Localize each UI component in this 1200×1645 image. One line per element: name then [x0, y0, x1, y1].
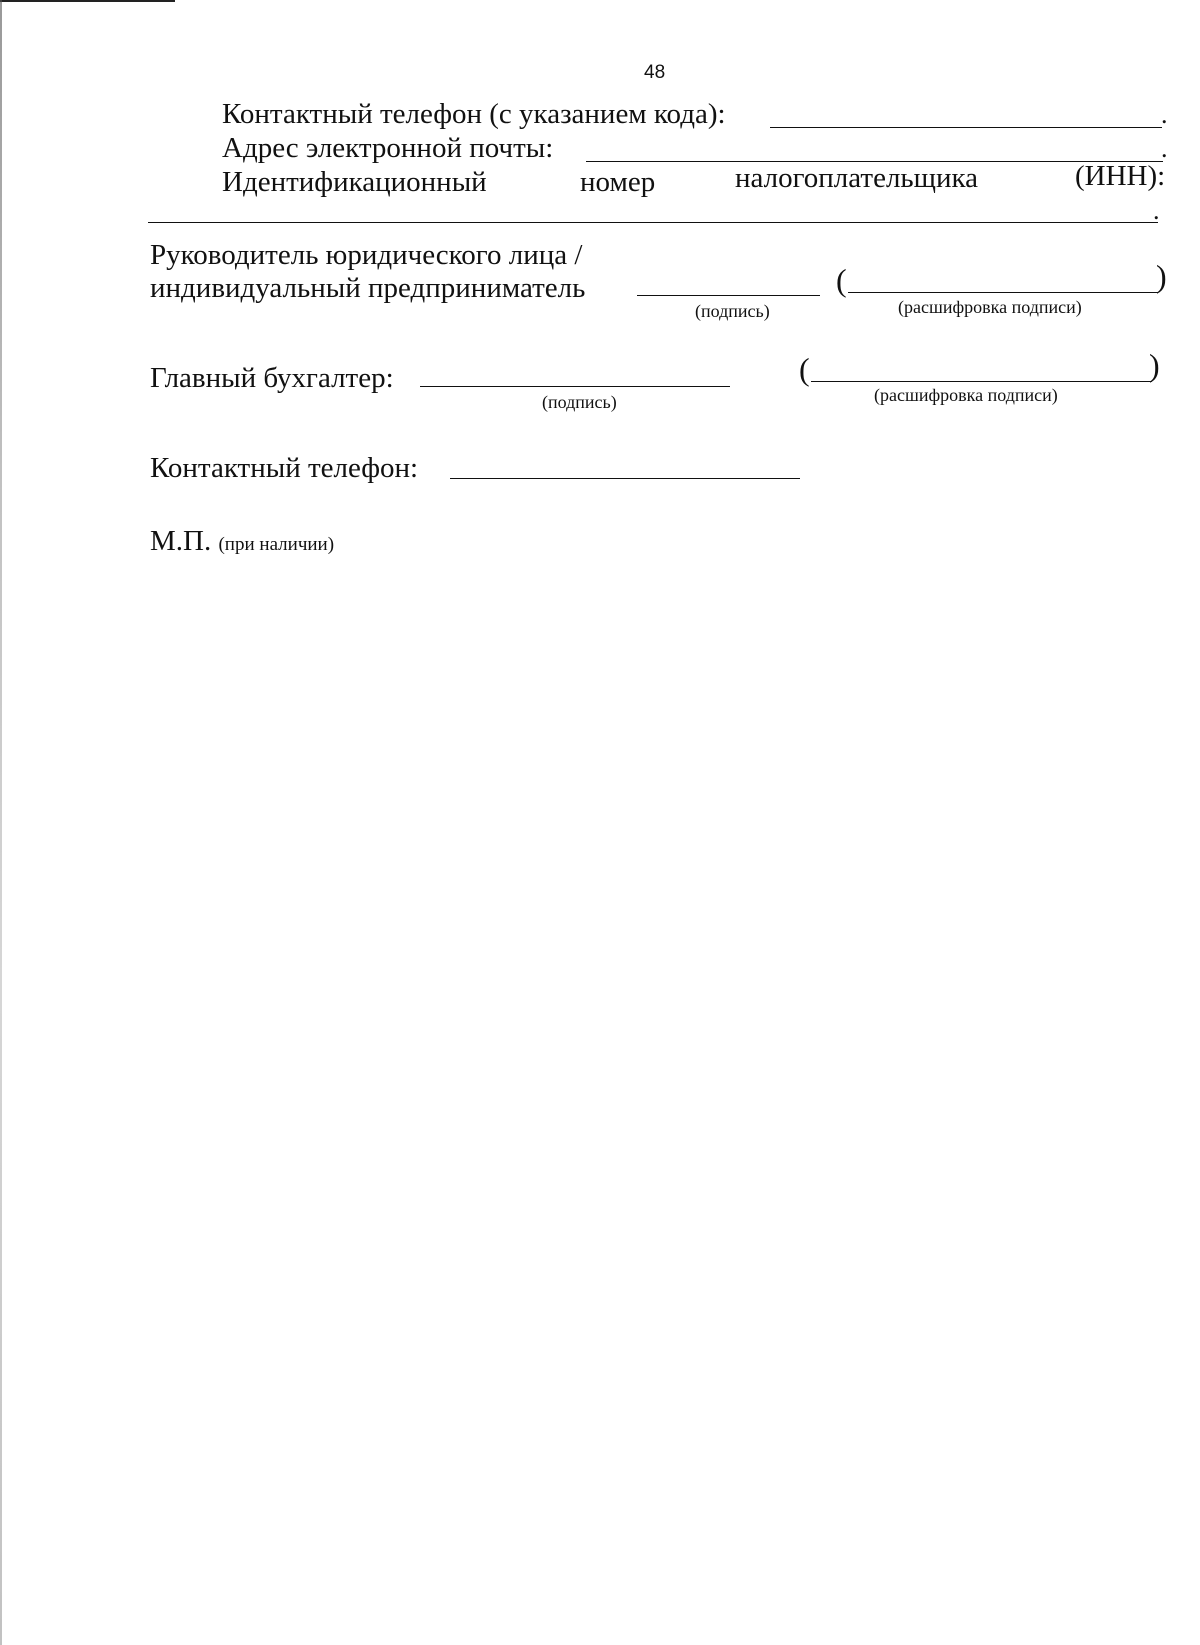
stamp-note: (при наличии) [218, 534, 335, 555]
inn-field[interactable] [148, 222, 1158, 223]
head-decode-close-paren: ) [1156, 258, 1167, 294]
head-decode-caption: (расшифровка подписи) [898, 297, 1082, 317]
head-decode-field[interactable] [848, 292, 1158, 293]
inn-label-word-3: налогоплательщика [735, 162, 979, 194]
scan-edge-left [0, 0, 2, 1645]
page-number: 48 [644, 62, 666, 83]
inn-end-mark: . [1153, 196, 1160, 225]
head-signature-caption: (подпись) [695, 301, 770, 321]
head-label-line-2: индивидуальный предприниматель [150, 272, 586, 304]
phone-with-code-field[interactable] [770, 127, 1162, 128]
inn-label-word-2: номер [580, 166, 656, 198]
accountant-decode-open-paren: ( [799, 351, 810, 387]
scan-edge-top [0, 0, 175, 2]
contact-phone-label: Контактный телефон: [150, 452, 419, 484]
accountant-signature-field[interactable] [420, 386, 730, 387]
inn-label-word-4: (ИНН): [1075, 160, 1166, 192]
accountant-decode-field[interactable] [811, 381, 1152, 382]
accountant-signature-caption: (подпись) [542, 392, 617, 412]
head-label-line-1: Руководитель юридического лица / [150, 239, 583, 271]
head-signature-field[interactable] [637, 295, 820, 296]
accountant-decode-caption: (расшифровка подписи) [874, 385, 1058, 405]
email-end-mark: . [1161, 134, 1168, 163]
accountant-decode-close-paren: ) [1149, 347, 1160, 383]
phone-with-code-end-mark: . [1161, 100, 1168, 129]
stamp-label-line [150, 525, 334, 558]
phone-with-code-label: Контактный телефон (с указанием кода): [222, 98, 726, 130]
head-decode-open-paren: ( [836, 262, 847, 298]
email-label: Адрес электронной почты: [222, 132, 554, 164]
accountant-label: Главный бухгалтер: [150, 362, 394, 394]
inn-label-word-1: Идентификационный [222, 166, 487, 198]
stamp-label: М.П. [150, 525, 212, 557]
contact-phone-field[interactable] [450, 478, 800, 479]
